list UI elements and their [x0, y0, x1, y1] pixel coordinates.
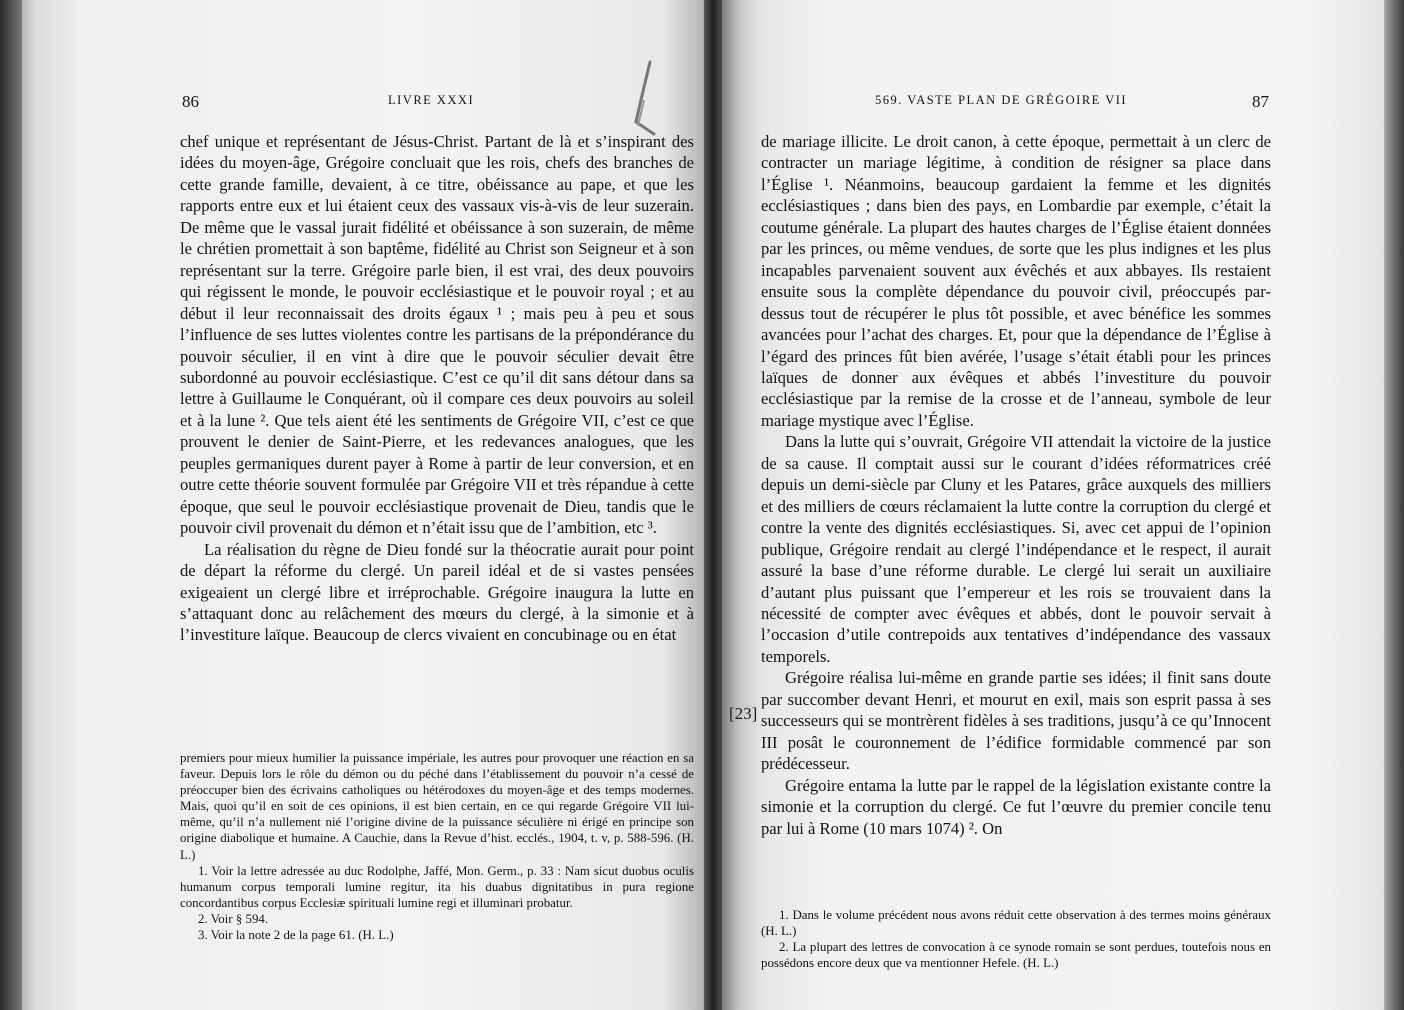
right-page [712, 0, 1384, 1010]
right-body-text [761, 131, 1271, 839]
right-footnotes [761, 907, 1271, 971]
pencil-mark [626, 60, 666, 140]
left-page [22, 0, 712, 1010]
running-head: LIVRE XXXI [388, 93, 475, 107]
footnote: 3. Voir la note 2 de la page 61. (H. L.) [198, 928, 394, 943]
paragraph: de mariage illicite. Le droit canon, à cette époque, permettait à un clerc de contracter un mariage légitime, à condition de résigner sa place dans l’Église ¹. Néanmoins, beaucoup gardaient la femme et les dignités ecclésiastiques ; dans bien des pays, en Lombardie par exemple, c’était la coutume générale. La plupart des hautes charges de l’Église étaient données par les princes, ou même vendues, de sorte que les plus indignes et les plus incapables parvenaient souvent aux évêchés et aux abbayes. Ils restaient ensuite sous la complète dépendance du pouvoir civil, préoccupés par-dessus tout de récupérer le plus tôt possible, et avec bénéfice les sommes avancées pour l’achat des charges. Et, pour que la dépendance de l’Église à l’égard des princes fût bien avérée, l’usage s’était établi pour les princes laïques de donner aux évêques et abbés l’investiture du pouvoir ecclésiastique par la remise de la crosse et de l’anneau, symbole de leur mariage mystique avec l’Église. [761, 132, 1271, 430]
footnote: 2. La plupart des lettres de convocation à ce synode romain se sont perdues, toutefois nous en possédons encore deux que va mentionner Hefele. (H. L.) [761, 940, 1271, 971]
paragraph: Grégoire réalisa lui-même en grande partie ses idées; il finit sans doute par succomber devant Henri, et mourut en exil, mais son esprit passa à ses successeurs qui se montrèrent fidèles à ses traditions, jusqu’à ce qu’Innocent III posât le couronnement de l’édifice formidable commencé par son prédécesseur. [761, 668, 1271, 774]
footnote: 1. Dans le volume précédent nous avons réduit cette observation à des termes moins généraux (H. L.) [761, 908, 1271, 939]
left-body-text [180, 131, 694, 646]
running-head: 569. VASTE PLAN DE GRÉGOIRE VII [875, 93, 1128, 107]
footnote: 2. Voir § 594. [198, 911, 269, 926]
page-number: 86 [182, 92, 199, 111]
footnote-continuation: premiers pour mieux humilier la puissance impériale, les autres pour provoquer une réaction en sa faveur. Depuis lors le rôle du démon ou du péché dans l’établissement du pouvoir n’a cessé de préoccuper bien des écrivains catholiques ou hétérodoxes du moyen-âge et des temps modernes. Mais, quoi qu’il en soit de ces opinions, il est bien certain, en ce qui regarde Grégoire VII lui-même, qu’il n’a nullement nié l’origine divine de la puissance séculière ni érigé en principe son origine diabolique et humaine. A Cauchie, dans la Revue d’hist. ecclés., 1904, t. v, p. 588-596. (H. L.) [180, 751, 694, 862]
page-number: 87 [1252, 92, 1269, 111]
footnote: 1. Voir la lettre adressée au duc Rodolphe, Jaffé, Mon. Germ., p. 33 : Nam sicut duobus oculis humanum corpus temporali lumine regitur, ita his duabus dignitatibus in pura regione concordantibus corpus Ecclesiæ spirituali lumine regi et illuminari probatur. [180, 863, 694, 910]
paragraph: Dans la lutte qui s’ouvrait, Grégoire VII attendait la victoire de la justice de sa cause. Il comptait aussi sur le courant d’idées réformatrices créé depuis un demi-siècle par Cluny et les Patares, grâce auxquels des milliers et des milliers de cœurs réclamaient la lutte contre la corruption du clergé et contre la vente des dignités ecclésiastiques. Si, avec cet appui de l’opinion publique, Grégoire rendait au clergé l’indépendance et le respect, il aurait assuré la base d’une réforme durable. Le clergé lui serait un auxiliaire d’autant plus puissant que l’empereur et les rois se trouvaient dans la nécessité de compter avec évêques et abbés, dont le pouvoir servait à l’occasion d’utile contrepoids aux tentatives d’indépendance des vassaux temporels. [761, 432, 1271, 666]
book-gutter [704, 0, 722, 1010]
left-footnotes [180, 750, 694, 943]
margin-page-marker: [23] [729, 704, 758, 723]
right-page-edges [1382, 0, 1404, 1010]
paragraph: chef unique et représentant de Jésus-Christ. Partant de là et s’inspirant des idées du moyen-âge, Grégoire concluait que les rois, chefs des branches de cette grande famille, devaient, à ce titre, obéissance au pape, et que les rapports entre eux et lui étaient ceux des vassaux vis-à-vis de leur suzerain. De même que le vassal jurait fidélité et obéissance à son suzerain, de même le chrétien promettait à son baptême, fidélité au Christ son Seigneur et à son représentant sur la terre. Grégoire parle bien, il est vrai, des deux pouvoirs qui régissent le monde, le pouvoir ecclésiastique et le pouvoir royal ; et au début il leur reconnaissait des droits égaux ¹ ; mais peu à peu et sous l’influence de ses luttes violentes contre les partisans de la prépondérance du pouvoir séculier, il en vint à dire que le pouvoir séculier devait être subordonné au pouvoir ecclésiastique. C’est ce qu’il dit sans détour dans sa lettre à Guillaume le Conquérant, où il compare ces deux pouvoirs au soleil et à la lune ². Que tels aient été les sentiments de Grégoire VII, c’est ce que prouvent le denier de Saint-Pierre, et les redevances analogues, que les peuples germaniques durent payer à Rome à partir de leur conversion, et en outre cette théorie souvent formulée par Grégoire VII et très répandue à cette époque, que seul le pouvoir ecclésiastique provenait de Dieu, tandis que le pouvoir civil provenait du démon et n’était issu que de l’ambition, etc ³. [180, 132, 694, 538]
paragraph: La réalisation du règne de Dieu fondé sur la théocratie aurait pour point de départ la réforme du clergé. Un pareil idéal et de si vastes pensées exigeaient un clergé libre et irréprochable. Grégoire inaugura la lutte en s’attaquant donc au relâchement des mœurs du clergé, à la simonie et à l’investiture laïque. Beaucoup de clercs vivaient en concubinage ou en état [180, 539, 694, 645]
paragraph: Grégoire entama la lutte par le rappel de la législation existante contre la simonie et la corruption du clergé. Ce fut l’œuvre du premier concile tenu par lui à Rome (10 mars 1074) ². On [761, 775, 1271, 838]
